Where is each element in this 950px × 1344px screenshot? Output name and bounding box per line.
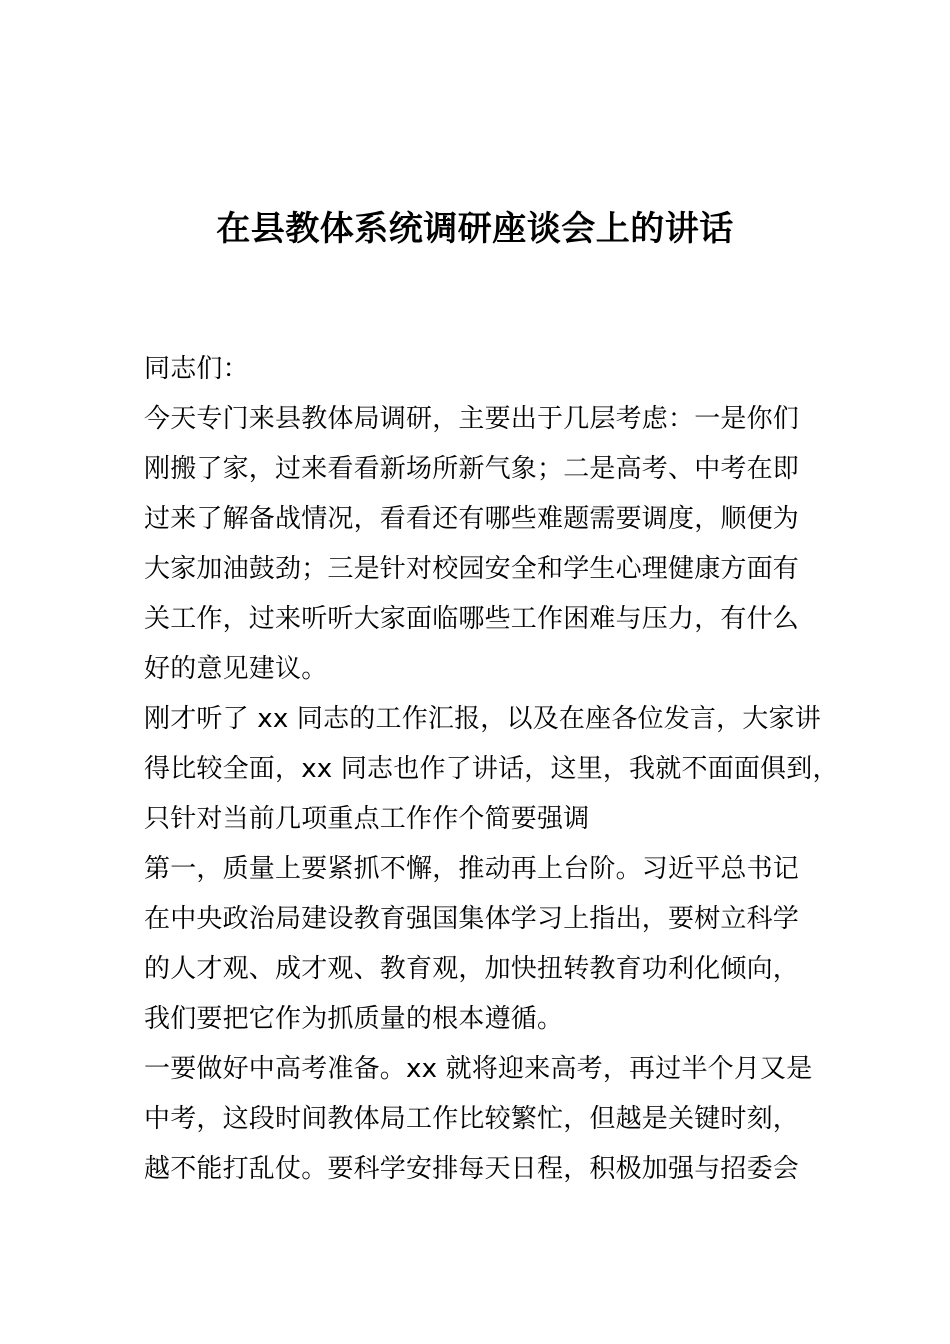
body-line: 我们要把它作为抓质量的根本遵循。 <box>144 1004 564 1034</box>
body-line: 越不能打乱仗。要科学安排每天日程，积极加强与招委会 <box>144 1154 800 1184</box>
body-line: 得比较全面，xx 同志也作了讲话，这里，我就不面面俱到， <box>144 754 839 784</box>
body-line: 只针对当前几项重点工作作个简要强调 <box>144 804 590 834</box>
body-line: 同志们： <box>144 354 249 384</box>
body-line: 第一，质量上要紧抓不懈，推动再上台阶。习近平总书记 <box>144 854 800 884</box>
body-line: 关工作，过来听听大家面临哪些工作困难与压力，有什么 <box>144 604 800 634</box>
body-line: 今天专门来县教体局调研，主要出于几层考虑：一是你们 <box>144 404 800 434</box>
body-line: 在中央政治局建设教育强国集体学习上指出，要树立科学 <box>144 904 800 934</box>
body-line: 大家加油鼓劲；三是针对校园安全和学生心理健康方面有 <box>144 554 800 584</box>
document-title: 在县教体系统调研座谈会上的讲话 <box>216 209 734 249</box>
document-body <box>144 344 844 1194</box>
body-line: 刚才听了 xx 同志的工作汇报，以及在座各位发言，大家讲 <box>144 704 821 734</box>
body-line: 中考，这段时间教体局工作比较繁忙，但越是关键时刻， <box>144 1104 800 1134</box>
body-line: 刚搬了家，过来看看新场所新气象；二是高考、中考在即 <box>144 454 800 484</box>
body-line: 过来了解备战情况，看看还有哪些难题需要调度，顺便为 <box>144 504 800 534</box>
body-line: 一要做好中高考准备。xx 就将迎来高考，再过半个月又是 <box>144 1054 813 1084</box>
body-line: 的人才观、成才观、教育观，加快扭转教育功利化倾向， <box>144 954 800 984</box>
body-line: 好的意见建议。 <box>144 654 328 684</box>
